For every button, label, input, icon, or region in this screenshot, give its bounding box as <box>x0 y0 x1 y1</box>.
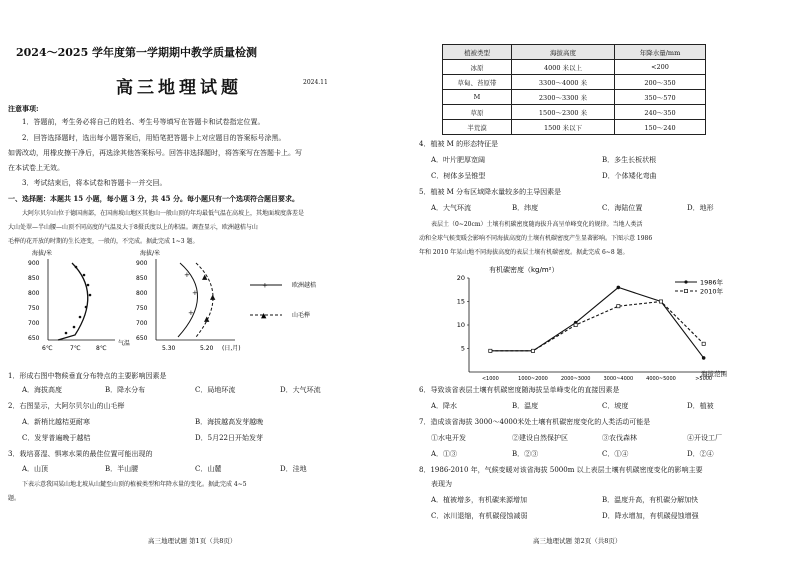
q1-option-b[interactable]: B．降水分布 <box>105 386 146 394</box>
svg-text:+: + <box>184 271 190 279</box>
notice-2b: 如需改动，用橡皮擦干净后，再选涂其他答案标号。回答非选择题时，将答案写在答题卡上。写 <box>8 149 302 157</box>
chart-xtick-label: 2000~3000 <box>560 376 591 382</box>
chart-legend-marker <box>684 280 687 283</box>
intro-6a: 表层土（0~20cm）土壤有机碳密度随海拔升高呈单峰变化的规律。当地人类活 <box>431 221 643 228</box>
chart-legend-label: 2010年 <box>700 287 724 296</box>
chart-ytick-label: 15 <box>456 297 465 306</box>
table-row <box>443 105 706 120</box>
carbon-density-chart <box>427 262 767 382</box>
q8-option-b[interactable]: B．温度升高，有机碳分解加快 <box>602 496 699 504</box>
q7-item-1: ①水电开发 <box>431 434 466 442</box>
intro-1: 大阿尔贝尔山位于德国南部，在国南坡山地区其他山一般山顶的年均最低气温在高坡上，其地面坡度落差是 <box>22 210 305 217</box>
chart2-ytick: 850 <box>136 275 148 282</box>
intro-6c: 年和 2010 年某山地不同海拔高度的表层土壤有机碳密度。据此完成 6~8 题。 <box>419 249 629 256</box>
table-cell: M <box>443 90 512 105</box>
question-8: 8．1986-2010 年，气候变暖对该省海拔 5000m 以上表层土壤有机碳密度变化的影响主要 <box>419 466 703 474</box>
question-7: 7．造成该省海拔 3000～4000米处土壤有机碳密度变化的人类活动可能是 <box>419 418 651 426</box>
chart-point <box>489 349 492 352</box>
q3-option-c[interactable]: C．山麓 <box>195 465 222 473</box>
legend-plus-icon: + <box>262 281 268 290</box>
table-cell: 草原 <box>443 105 512 120</box>
q6-option-a[interactable]: A．降水 <box>431 402 458 410</box>
exam-date: 2024.11 <box>303 79 328 86</box>
question-3: 3．栽培喜湿、惧寒水果的最佳位置可能出现的 <box>8 450 153 458</box>
q3-option-d[interactable]: D．洼地 <box>280 465 307 473</box>
chart-series-line <box>490 302 703 351</box>
chart-point <box>659 300 662 303</box>
chart-xtick-label: 4000~5000 <box>646 376 676 382</box>
chart1-ylabel: 海拔/米 <box>32 250 53 257</box>
q4-option-d[interactable]: D．个体矮化弯曲 <box>602 172 657 180</box>
q4-option-a[interactable]: A．叶片肥厚宽阔 <box>431 156 486 164</box>
vegetation-table <box>442 44 706 135</box>
footer-page-1: 高三地理试题 第1页（共8页） <box>148 537 237 545</box>
table-cell: 150～240 <box>615 120 706 135</box>
notice-2a: 2．回答选择题时，选出每小题答案后，用铅笔把答题卡上对应题目的答案标号涂黑。 <box>22 134 286 142</box>
chart-point <box>574 323 577 326</box>
notice-1: 1．答题前，考生务必将自己的姓名、考生号等填写在答题卡和试卷指定位置。 <box>22 118 265 126</box>
svg-text:+: + <box>188 309 194 317</box>
table-cell: 冰原 <box>443 60 512 75</box>
chart1-ytick: 700 <box>28 320 40 327</box>
table-cell: 4000 米以上 <box>512 60 615 75</box>
table-cell: 草甸、苔原带 <box>443 75 512 90</box>
chart1-ytick: 850 <box>28 275 40 282</box>
chart-legend-label: 1986年 <box>700 278 724 287</box>
chart1-xtick: 6℃ <box>42 345 53 352</box>
chart-xtick-label: >5000 <box>695 376 713 382</box>
chart-point <box>531 349 534 352</box>
chart1-ytick: 900 <box>28 260 40 267</box>
table-cell: 240～350 <box>615 105 706 120</box>
chart2-xtick: 5.30 <box>162 345 176 352</box>
q6-option-d[interactable]: D．植被 <box>687 402 714 410</box>
table-cell: 200～350 <box>615 75 706 90</box>
table-row <box>443 90 706 105</box>
chart2-xtick: 5.20 <box>200 345 214 352</box>
q6-option-b[interactable]: B．温度 <box>512 402 539 410</box>
q7-option-c[interactable]: C．①④ <box>602 450 629 458</box>
chart-xtick-label: <1000 <box>481 376 499 382</box>
q5-option-c[interactable]: C．海陆位置 <box>602 204 643 212</box>
chart-point <box>617 286 621 290</box>
legend-bilberry: 欧洲越桔 <box>292 282 317 289</box>
table-header-cell: 年降水量/mm <box>615 45 706 60</box>
svg-text:▲: ▲ <box>202 273 208 281</box>
chart1-ytick: 800 <box>28 290 40 297</box>
chart2-xlabel: (日,月) <box>222 345 241 352</box>
q7-item-2: ②建设自然保护区 <box>512 434 568 442</box>
chart-ytick-label: 10 <box>456 321 465 329</box>
q4-option-c[interactable]: C．树体多呈锥型 <box>431 172 486 180</box>
exam-header: 2024～2025 学年度第一学期期中教学质量检测 <box>16 46 258 59</box>
q7-option-b[interactable]: B．②③ <box>512 450 539 458</box>
q3-option-b[interactable]: B．半山腰 <box>105 465 139 473</box>
chart1-ytick: 650 <box>28 335 40 342</box>
intro-3: 毛榉的花开放的时期的生长迹变，一般的，不完成。据此完成 1~3 题。 <box>8 238 199 245</box>
svg-text:+: + <box>192 289 198 297</box>
notice-3: 3．考试结束后，将本试卷和答题卡一并交回。 <box>22 179 167 187</box>
legend-triangle-icon: ▲ <box>261 311 267 320</box>
table-header-row <box>443 45 706 60</box>
q1-option-a[interactable]: A．海拔高度 <box>22 386 63 394</box>
chart-xtick-label: 3000~4000 <box>603 376 634 382</box>
table-cell: 1500～2300 米 <box>512 105 615 120</box>
q2-option-b[interactable]: B．海拔越高发芽越晚 <box>195 418 264 426</box>
table-header-cell: 海拔高度 <box>512 45 615 60</box>
q5-option-b[interactable]: B．纬度 <box>512 204 539 212</box>
chart2-ytick: 650 <box>136 335 148 342</box>
q7-item-4: ④开设工厂 <box>687 434 722 442</box>
page-title: 高三地理试题 <box>116 78 242 98</box>
q1-option-c[interactable]: C．局地环流 <box>195 386 236 394</box>
section-choice: 一、选择题：本题共 15 小题，每小题 3 分，共 45 分。每小题只有一个选项符合题目要求。 <box>8 194 299 203</box>
q8-option-c[interactable]: C．冰川退缩，有机碳侵蚀减弱 <box>431 512 528 520</box>
chart-legend-marker <box>684 289 687 292</box>
question-2: 2．右图显示，大阿尔贝尔山的山毛榉 <box>8 402 125 410</box>
exam-page-2 <box>397 0 794 561</box>
table-cell: 3300～4000 米 <box>512 75 615 90</box>
table-row <box>443 120 706 135</box>
intro-4: 下表示意我国某山地北坡从山麓至山顶的植被类型和年降水量的变化。据此完成 4~5 <box>22 481 247 488</box>
chart-ytick-label: 20 <box>456 274 465 282</box>
q5-option-a[interactable]: A．大气环流 <box>431 204 472 212</box>
table-cell: 2300～3300 米 <box>512 90 615 105</box>
phenology-chart <box>20 245 360 357</box>
q7-option-d[interactable]: D．②④ <box>687 450 714 458</box>
table-cell: 1500 米以下 <box>512 120 615 135</box>
table-cell: <200 <box>615 60 706 75</box>
chart1-xtick: 8℃ <box>96 345 107 352</box>
q6-option-c[interactable]: C．坡度 <box>602 402 629 410</box>
chart2-ytick: 750 <box>136 305 148 312</box>
chart1-xtick: 7℃ <box>70 345 81 352</box>
q7-option-a[interactable]: A．①③ <box>431 450 458 458</box>
chart-xlabel: 海拔范围 <box>701 370 727 378</box>
q1-option-d[interactable]: D．大气环流 <box>280 386 321 394</box>
footer-page-2: 高三地理试题 第2页（共8页） <box>533 537 622 545</box>
question-5: 5．植被 M 分布区域降水量较多的主导因素是 <box>419 188 562 196</box>
q5-option-d[interactable]: D．地形 <box>687 204 714 212</box>
table-cell: 半荒漠 <box>443 120 512 135</box>
q8-option-d[interactable]: D．降水增加，有机碳侵蚀增强 <box>602 512 699 520</box>
chart2-ytick: 700 <box>136 320 148 327</box>
legend-beech: 山毛榉 <box>292 312 311 319</box>
chart-point <box>702 356 706 360</box>
q3-option-a[interactable]: A．山顶 <box>22 465 49 473</box>
chart1-ytick: 750 <box>28 305 40 312</box>
svg-text:▲: ▲ <box>204 315 210 323</box>
question-6: 6．导致该省表层土壤有机碳密度随海拔呈单峰变化的直接因素是 <box>419 386 620 394</box>
table-row <box>443 60 706 75</box>
chart-point <box>702 342 705 345</box>
chart-ytick-label: 5 <box>460 344 465 353</box>
q4-option-b[interactable]: B．多生长板状根 <box>602 156 657 164</box>
intro-4b: 题。 <box>8 495 21 502</box>
table-row <box>443 75 706 90</box>
question-8b: 表现为 <box>431 480 452 488</box>
q2-option-d[interactable]: D．5月22日开始发芽 <box>195 434 263 442</box>
notice-2c: 在本试卷上无效。 <box>8 164 64 172</box>
table-header-cell: 植被类型 <box>443 45 512 60</box>
chart2-ylabel: 海拔/米 <box>140 250 161 257</box>
q2-option-a[interactable]: A．新梢比越桔更耐寒 <box>22 418 91 426</box>
svg-text:▲: ▲ <box>210 293 216 301</box>
intro-6b: 动和全球气候变暖会影响不同海拔高度的土壤有机碳密度产生显著影响。下图示意 1986 <box>419 235 653 242</box>
q7-item-3: ③农伐森林 <box>602 434 637 442</box>
q2-option-c[interactable]: C．发芽普遍晚于越桔 <box>22 434 91 442</box>
question-1: 1．形成右图中物候垂直分布特点的主要影响因素是 <box>8 372 167 380</box>
table-cell: 350～570 <box>615 90 706 105</box>
intro-2: 大山处翠—半山腰—山顶不同高度的气温及大于8摄氏度以上的积温。调查显示，欧洲越桔与山 <box>8 224 258 231</box>
question-4: 4．植被 M 的形态特征是 <box>419 140 499 148</box>
chart-point <box>617 305 620 308</box>
chart-xtick-label: 1000~2000 <box>518 376 548 382</box>
chart-title: 有机碳密度（kg/m²） <box>489 266 559 274</box>
chart1-xlabel: 气温 <box>118 340 131 347</box>
chart-series-line <box>490 287 703 358</box>
chart2-ytick: 800 <box>136 290 148 297</box>
notice-title: 注意事项: <box>8 104 39 113</box>
chart2-ytick: 900 <box>136 260 148 267</box>
q8-option-a[interactable]: A．植被增多，有机碳来源增加 <box>431 496 528 504</box>
